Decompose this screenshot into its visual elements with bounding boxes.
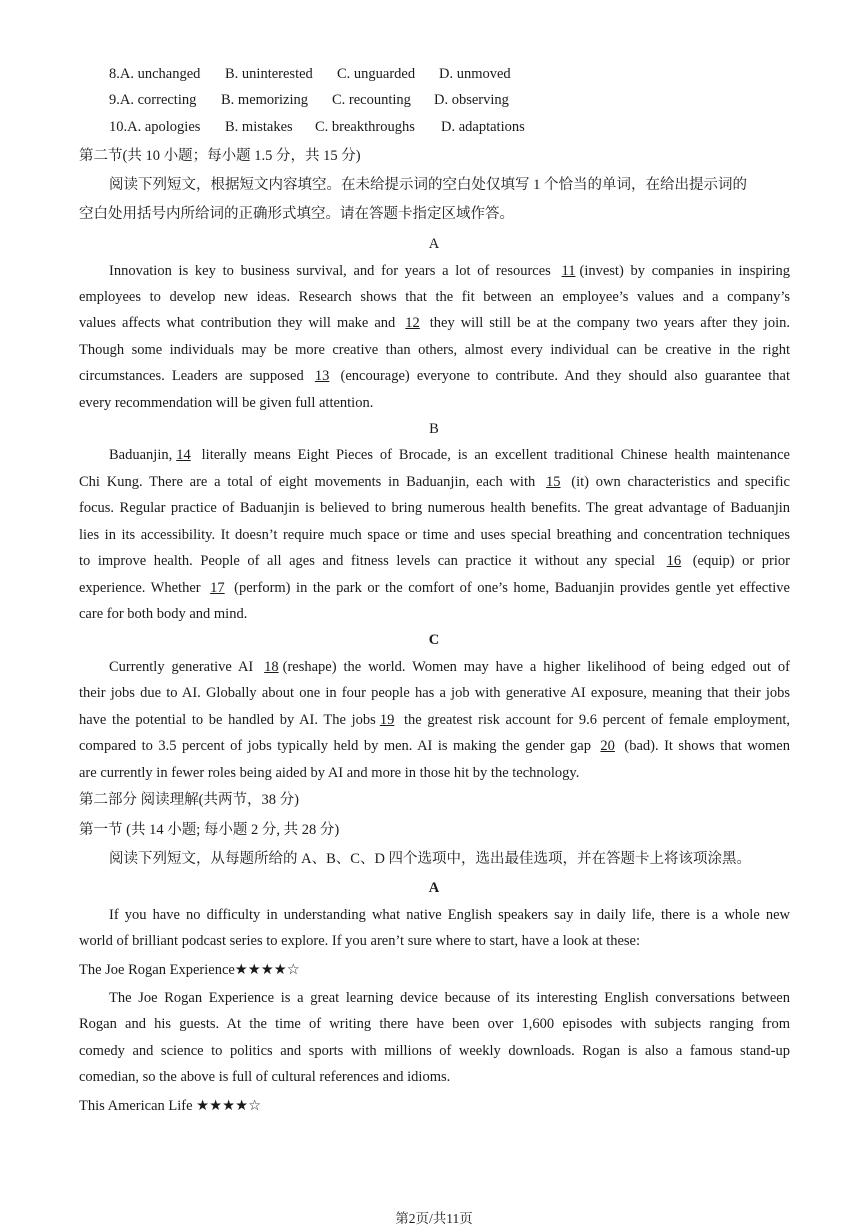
option-c: C. recounting (332, 92, 411, 108)
passage-line: every recommendation will be given full attention. (79, 395, 374, 411)
passage-line: Baduanjin, 14 literally means Eight Pieces of Brocade, is an excellent traditional Chinese health maintenance (109, 447, 790, 463)
instruction-line: 空白处用括号内所给词的正确形式填空。请在答题卡指定区域作答。 (79, 206, 514, 222)
passage-line: care for both body and mind. (79, 606, 248, 622)
option-b: B. mistakes (225, 119, 293, 135)
passage-line: values affects what contribution they will make and 12 they will still be at the company two years after they join. (79, 315, 790, 331)
question-8-options (109, 66, 511, 86)
passage-line: comedy and science to politics and sports with millions of weekly downloads. Rogan is also a famous stand-up (79, 1043, 790, 1059)
passage-line: focus. Regular practice of Baduanjin is believed to bring numerous health benefits. The great advantage of Baduanjin (79, 500, 790, 516)
passage-line: employees to develop new ideas. Research shows that the fit between an employee’s values and a company’s (79, 289, 790, 305)
passage-line: Rogan and his guests. At the time of writing there have been over 1,600 episodes with subjects ranging from (79, 1016, 790, 1032)
option-c: C. breakthroughs (315, 119, 415, 135)
blank-18[interactable]: 18 (264, 659, 279, 675)
blank-16[interactable]: 16 (666, 553, 682, 569)
passage-line: world of brilliant podcast series to explore. If you aren’t sure where to start, have a look at these: (79, 933, 641, 949)
passage-line: Innovation is key to business survival, and for years a lot of resources 11 (invest) by companies in inspiring (109, 263, 791, 279)
passage-line: If you have no difficulty in understanding what native English speakers say in daily life, there is a whole new (109, 907, 790, 923)
option-a: 8.A. unchanged (109, 66, 201, 82)
passage-line: to improve health. People of all ages and fitness levels can practice it without any special 16 (equip) or prior (79, 553, 790, 569)
blank-13[interactable]: 13 (314, 368, 330, 384)
blank-11[interactable]: 11 (561, 263, 576, 279)
blank-17[interactable]: 17 (210, 580, 225, 596)
question-10-options (109, 119, 525, 139)
page-number: 第2页/共11页 (395, 1211, 473, 1226)
section-heading: 第一节 (共 14 小题; 每小题 2 分, 共 28 分) (79, 822, 340, 838)
passage-label: A (428, 880, 440, 896)
part-heading: 第二部分 阅读理解(共两节，38 分) (79, 792, 299, 808)
instruction-line: 阅读下列短文，从每题所给的 A、B、C、D 四个选项中，选出最佳选项，并在答题卡上将该项涂黑。 (109, 851, 752, 867)
passage-line: comedian, so the above is full of cultural references and idioms. (79, 1069, 451, 1085)
passage-line: their jobs due to AI. Globally about one in four people has a job with generative AI exposure, meaning that their jobs (79, 685, 790, 701)
passage-line: circumstances. Leaders are supposed 13 (encourage) everyone to contribute. And they should also guarantee that (79, 368, 791, 384)
passage-line: experience. Whether 17 (perform) in the park or the comfort of one’s home, Baduanjin provides gentle yet effective (79, 580, 790, 596)
option-c: C. unguarded (337, 66, 416, 82)
blank-20[interactable]: 20 (600, 738, 615, 754)
passage-line: Though some individuals may be more creative than others, almost every individual can be creative in the right (79, 342, 790, 358)
passage-line: are currently in fewer roles being aided by AI and more in those hit by the technology. (79, 765, 580, 781)
instruction-line: 阅读下列短文，根据短文内容填空。在未给提示词的空白处仅填写 1 个恰当的单词，在给出提示词的 (109, 177, 747, 193)
section-heading: 第二节(共 10 小题；每小题 1.5 分，共 15 分) (79, 148, 361, 164)
option-a: 10.A. apologies (109, 119, 201, 135)
blank-14[interactable]: 14 (176, 447, 191, 463)
passage-label: B (429, 421, 439, 437)
passage-line: compared to 3.5 percent of jobs typically held by men. AI is making the gender gap 20 (bad). It shows that women (79, 738, 790, 754)
passage-label: A (428, 236, 440, 252)
question-9-options (109, 92, 509, 112)
blank-15[interactable]: 15 (546, 474, 561, 490)
option-b: B. memorizing (221, 92, 308, 108)
passage-line: Chi Kung. There are a total of eight movements in Baduanjin, each with 15 (it) own characteristics and specific (79, 474, 790, 490)
option-d: D. observing (434, 92, 509, 108)
passage-line: have the potential to be handled by AI. The jobs 19 the greatest risk account for 9.6 percent of female employment, (79, 712, 790, 728)
option-a: 9.A. correcting (109, 92, 197, 108)
passage-line: Currently generative AI 18 (reshape) the world. Women may have a higher likelihood of being edged out of (109, 659, 790, 675)
passage-label: C (428, 632, 440, 648)
blank-12[interactable]: 12 (405, 315, 420, 331)
podcast-title: This American Life ★★★★☆ (79, 1098, 262, 1114)
passage-line: lies in its accessibility. It doesn’t require much space or time and uses special breathing and concentration techniques (79, 527, 790, 543)
podcast-title: The Joe Rogan Experience★★★★☆ (79, 962, 300, 978)
blank-19[interactable]: 19 (379, 712, 395, 728)
option-b: B. uninterested (225, 66, 313, 82)
option-d: D. unmoved (439, 66, 511, 82)
option-d: D. adaptations (441, 119, 525, 135)
passage-line: The Joe Rogan Experience is a great learning device because of its interesting English conversations between (109, 990, 790, 1006)
